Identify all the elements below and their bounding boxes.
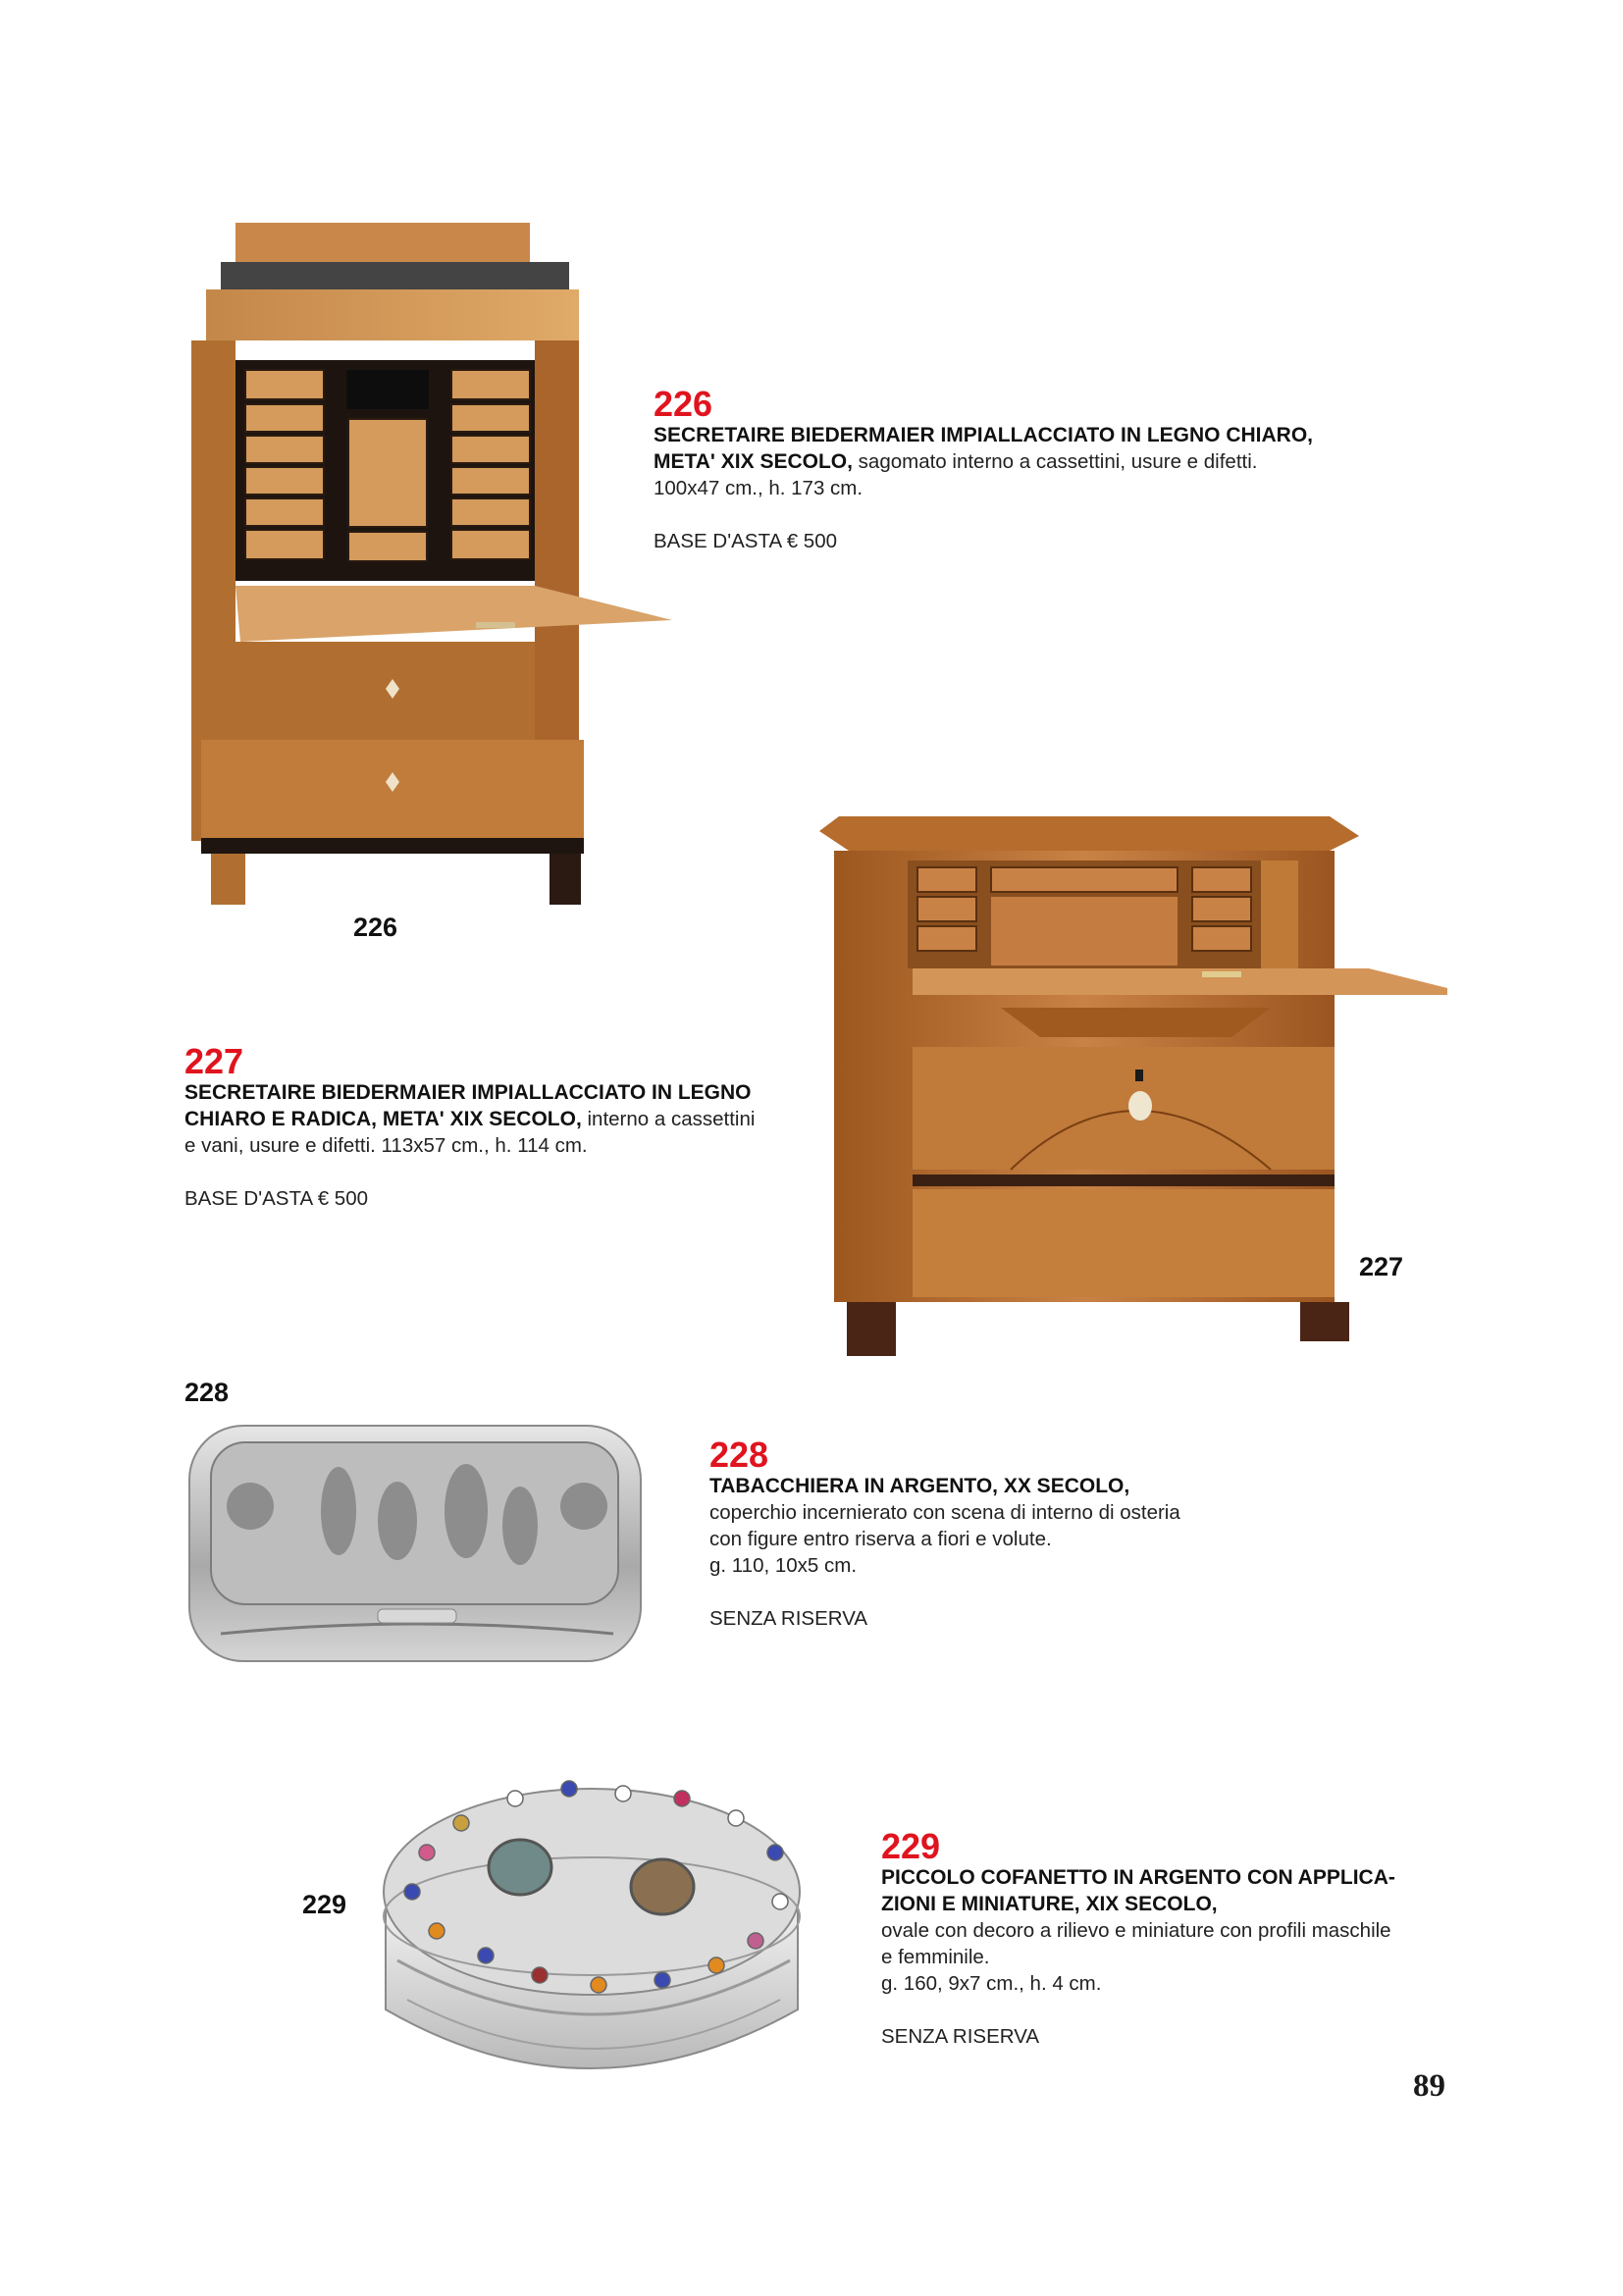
lot-229-base-price: SENZA RISERVA [881, 2025, 1040, 2048]
lot-229-title-line2: ZIONI E MINIATURE, XIX SECOLO, [881, 1893, 1218, 1915]
snuff-box-drawing [182, 1418, 653, 1678]
lot-228-base-price: SENZA RISERVA [709, 1607, 868, 1630]
lot-226-desc-line2: 100x47 cm., h. 173 cm. [654, 477, 864, 499]
lot-227-title-line1: SECRETAIRE BIEDERMAIER IMPIALLACCIATO IN LEGNO [184, 1081, 752, 1104]
lot-229-desc-line3: g. 160, 9x7 cm., h. 4 cm. [881, 1972, 1102, 1995]
lot-227-title-line2: CHIARO E RADICA, META' XIX SECOLO, [184, 1108, 582, 1130]
lot-227-text [184, 1041, 891, 1212]
lot-226-base-price: BASE D'ASTA € 500 [654, 530, 837, 552]
lot-227-desc-inline: interno a cassettini [581, 1108, 756, 1130]
lot-228-image-label: 228 [184, 1378, 230, 1407]
lot-226-number: 226 [654, 384, 713, 424]
page-number: 89 [1413, 2068, 1445, 2104]
lot-229-text [881, 1826, 1568, 2050]
lot-227-number: 227 [184, 1041, 244, 1081]
lot-227-image-label: 227 [1359, 1252, 1404, 1281]
lot-229-number: 229 [881, 1826, 941, 1866]
lot-228-image [182, 1418, 653, 1678]
lot-229-image [378, 1774, 810, 2113]
lot-227-base-price: BASE D'ASTA € 500 [184, 1187, 368, 1210]
lot-228-desc-line3: g. 110, 10x5 cm. [709, 1554, 858, 1577]
lot-228-desc-line1: coperchio incernierato con scena di interno di osteria [709, 1501, 1180, 1524]
lot-226-image [182, 218, 677, 924]
chest-secretaire-drawing [819, 807, 1457, 1366]
lot-226-title-line2: META' XIX SECOLO, [654, 450, 853, 473]
lot-228-desc-line2: con figure entro riserva a fiori e volute. [709, 1528, 1052, 1550]
lot-229-title-line1: PICCOLO COFANETTO IN ARGENTO CON APPLICA- [881, 1866, 1395, 1889]
lot-227-desc-line2: e vani, usure e difetti. 113x57 cm., h. 114 cm. [184, 1134, 588, 1157]
casket-drawing [378, 1774, 810, 2113]
lot-229-image-label: 229 [302, 1890, 347, 1919]
lot-228-number: 228 [709, 1435, 769, 1475]
lot-226-desc-inline: sagomato interno a cassettini, usure e difetti. [852, 450, 1258, 473]
lot-228-text [709, 1437, 1396, 1632]
lot-227-image [819, 807, 1457, 1366]
lot-229-desc-line2: e femminile. [881, 1946, 990, 1968]
lot-226-text [654, 384, 1537, 554]
lot-226-title-line1: SECRETAIRE BIEDERMAIER IMPIALLACCIATO IN LEGNO CHIARO, [654, 424, 1314, 446]
lot-229-desc-line1: ovale con decoro a rilievo e miniature con profili maschile [881, 1919, 1391, 1942]
lot-228-title-line1: TABACCHIERA IN ARGENTO, XX SECOLO, [709, 1475, 1130, 1497]
secretaire-drawing [182, 218, 677, 924]
lot-226-image-label: 226 [353, 913, 398, 942]
